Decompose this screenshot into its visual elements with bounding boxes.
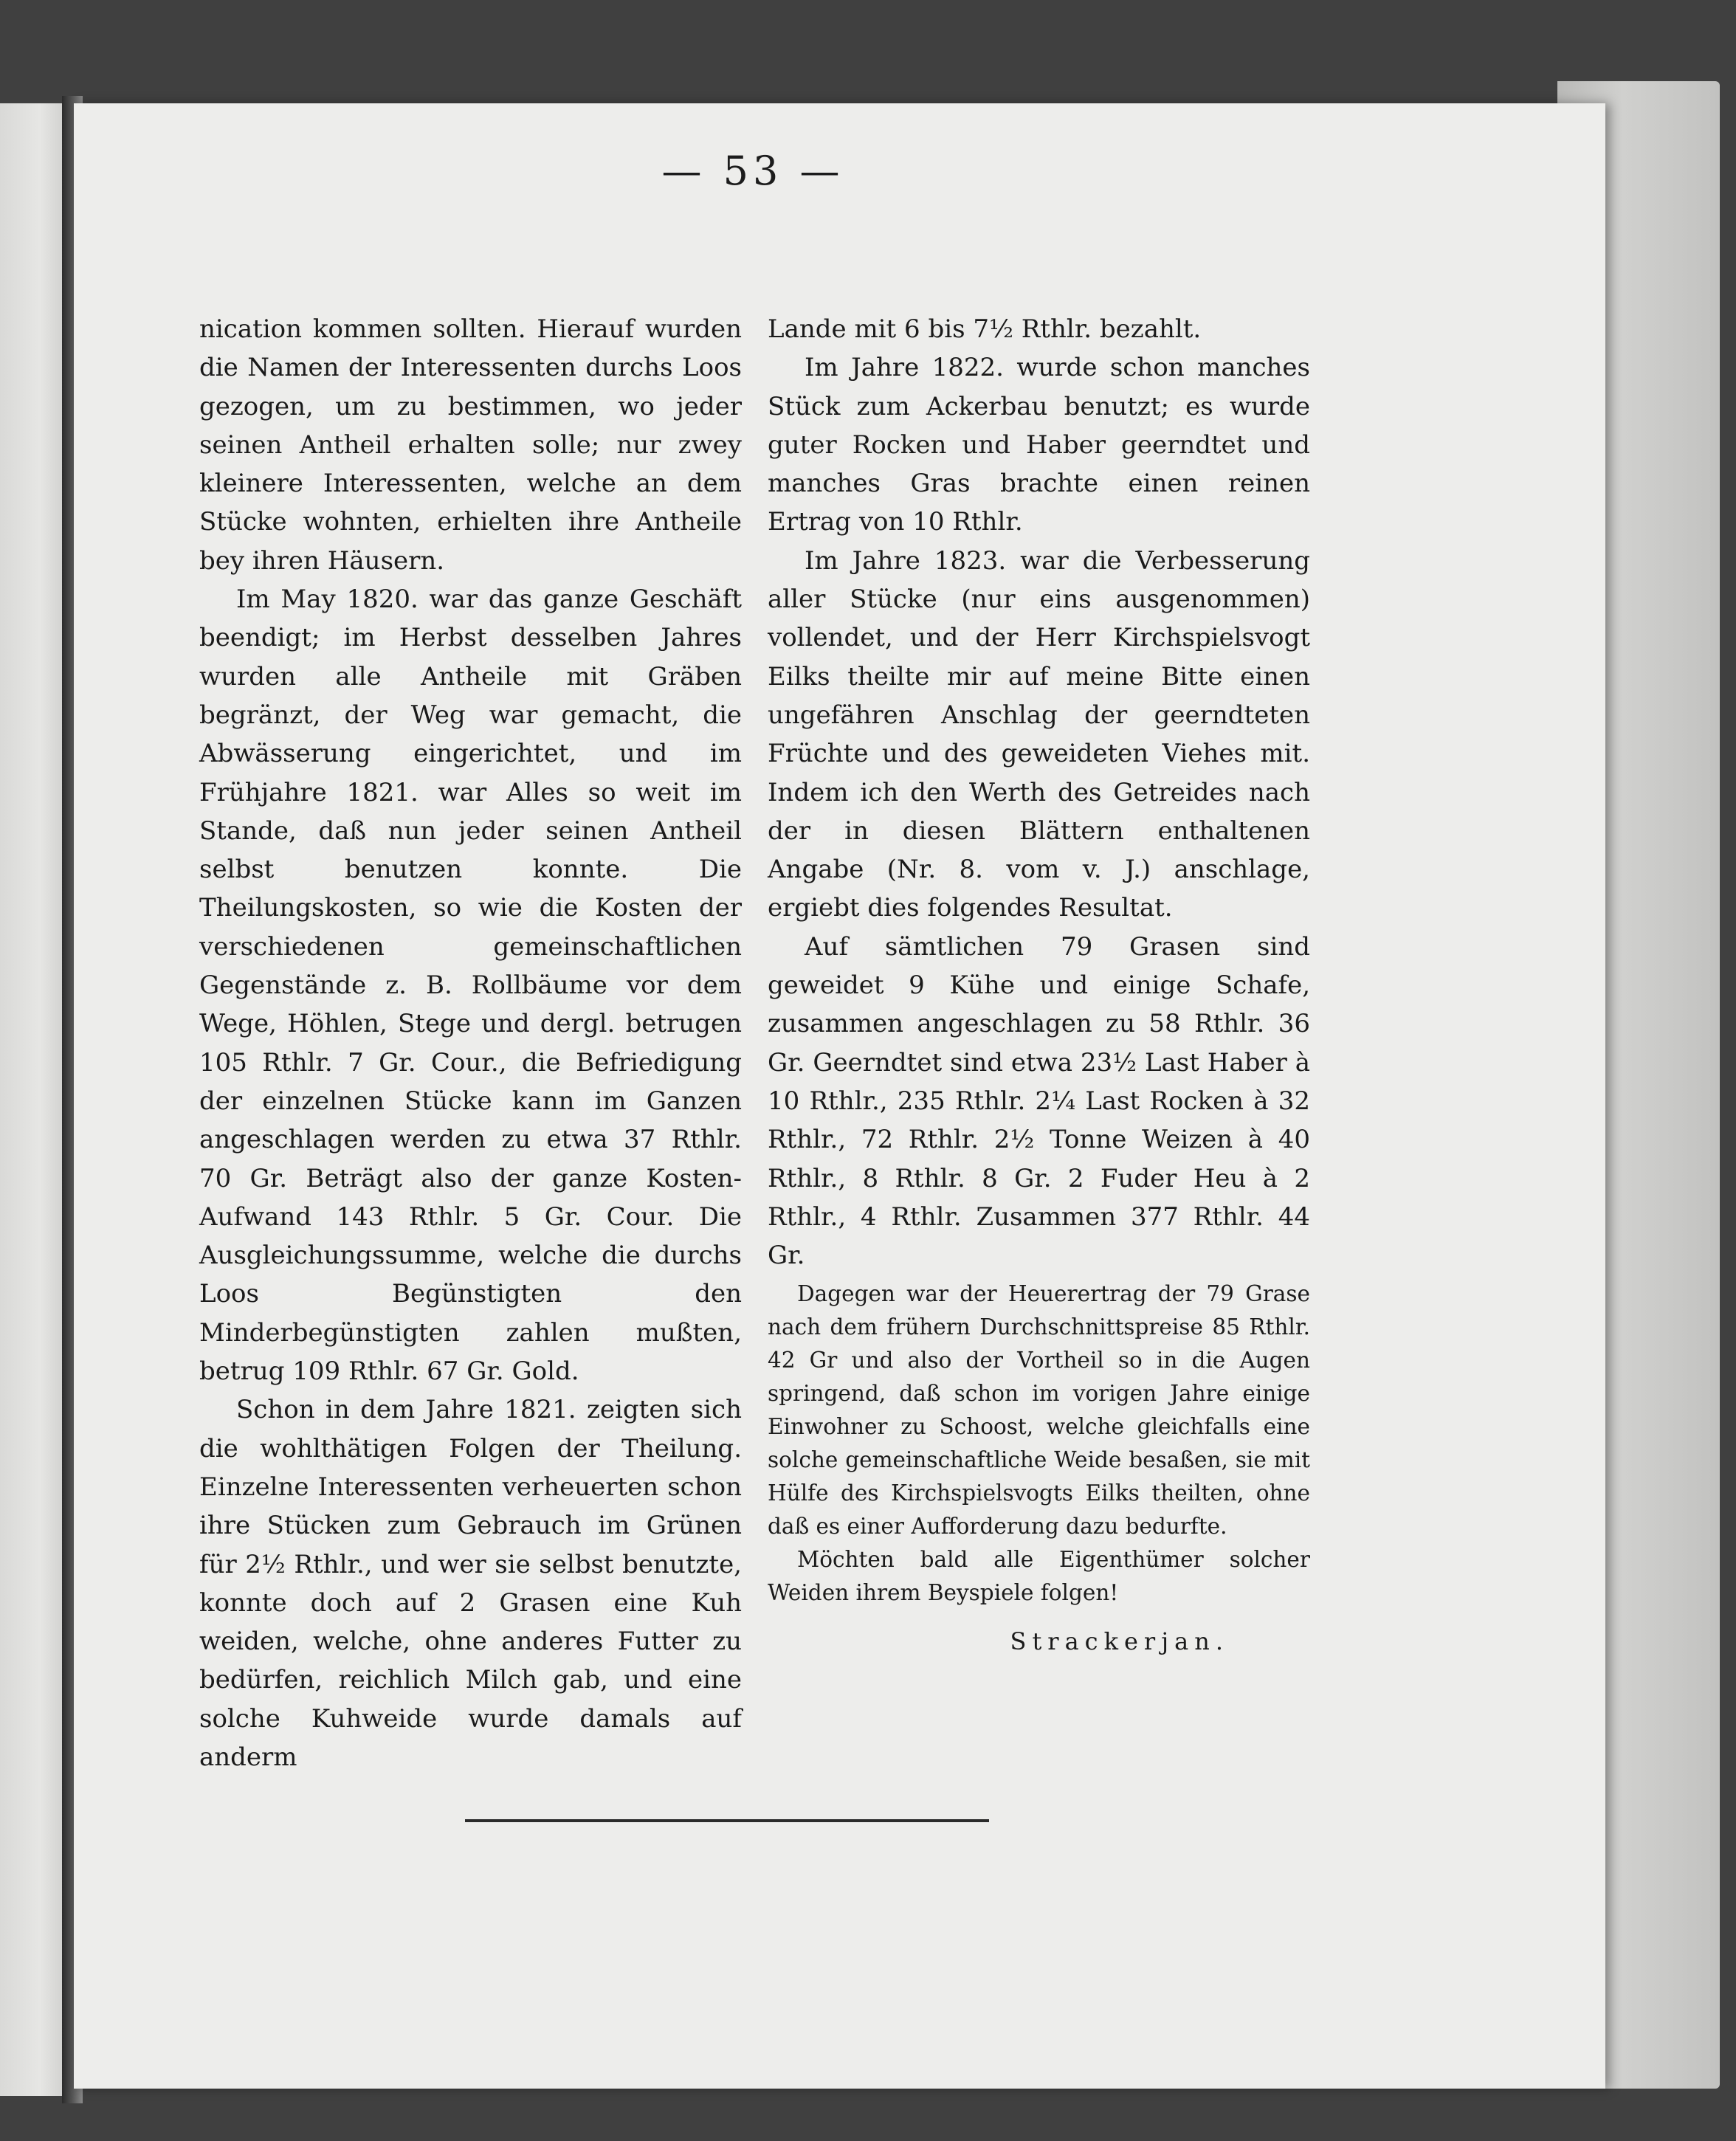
paragraph: Schon in dem Jahre 1821. zeigten sich die wohlthätigen Folgen der Theilung. Einzelne Interessenten verheuerten schon ihre Stücken zum Gebrauch im Grünen für 2½ Rthlr., und wer sie selbst benutzte, konnte doch auf 2 Grasen eine Kuh weiden, welche, ohne anderes Futter zu bedürfen, reichlich Milch gab, und eine solche Kuhweide wurde damals auf anderm: [199, 1395, 742, 1772]
left-text-column: [199, 310, 742, 1776]
small-print-paragraph: Dagegen war der Heuerertrag der 79 Grase nach dem frühern Durchschnittspreise 85 Rthlr. 42 Gr und also der Vortheil so in die Augen springend, daß schon im vorigen Jahre einige Einwohner zu Schoost, welche gleichfalls eine solche gemeinschaftliche Weide besaßen, sie mit Hülfe des Kirchspielsvogts Eilks theilten, ohne daß es einer Aufforderung dazu bedurfte.: [768, 1281, 1310, 1540]
paragraph: Lande mit 6 bis 7½ Rthlr. bezahlt.: [768, 314, 1202, 344]
paragraph: Auf sämtlichen 79 Grasen sind geweidet 9 Kühe und einige Schafe, zusammen angeschlagen zu 58 Rthlr. 36 Gr. Geerndtet sind etwa 23½ Last Haber à 10 Rthlr., 235 Rthlr. 2¼ Last Rocken à 32 Rthlr., 72 Rthlr. 2½ Tonne Weizen à 40 Rthlr., 8 Rthlr. 8 Gr. 2 Fuder Heu à 2 Rthlr., 4 Rthlr. Zusammen 377 Rthlr. 44 Gr.: [768, 931, 1310, 1271]
page-number: — 53 —: [661, 148, 844, 194]
small-print-paragraph: Möchten bald alle Eigenthümer solcher Weiden ihrem Beyspiele folgen!: [768, 1547, 1310, 1606]
paragraph: nication kommen sollten. Hierauf wurden die Namen der Interessenten durchs Loos gezogen, um zu bestimmen, wo jeder seinen Antheil erhalten solle; nur zwey kleinere Interessenten, welche an dem Stücke wohnten, erhielten ihre Antheile bey ihren Häusern.: [199, 314, 742, 576]
paragraph: Im May 1820. war das ganze Geschäft beendigt; im Herbst desselben Jahres wurden alle Antheile mit Gräben begränzt, der Weg war gemacht, die Abwässerung eingerichtet, und im Frühjahre 1821. war Alles so weit im Stande, daß nun jeder seinen Antheil selbst benutzen konnte. Die Theilungskosten, so wie die Kosten der verschiedenen gemeinschaftlichen Gegenstände z. B. Rollbäume vor dem Wege, Höhlen, Stege und dergl. betrugen 105 Rthlr. 7 Gr. Cour., die Befriedigung der einzelnen Stücke kann im Ganzen angeschlagen werden zu etwa 37 Rthlr. 70 Gr. Beträgt also der ganze Kosten-Aufwand 143 Rthlr. 5 Gr. Cour. Die Ausgleichungssumme, welche die durchs Loos Begünstigten den Minderbegünstigten zahlen mußten, betrug 109 Rthlr. 67 Gr. Gold.: [199, 585, 742, 1387]
paragraph: Im Jahre 1822. wurde schon manches Stück zum Ackerbau benutzt; es wurde guter Rocken und Haber geerndtet und manches Gras brachte einen reinen Ertrag von 10 Rthlr.: [768, 353, 1310, 537]
paragraph: Im Jahre 1823. war die Verbesserung aller Stücke (nur eins ausgenommen) vollendet, und der Herr Kirchspielsvogt Eilks theilte mir auf meine Bitte einen ungefähren Anschlag der geerndteten Früchte und des geweideten Viehes mit. Indem ich den Werth des Getreides nach der in diesen Blättern enthaltenen Angabe (Nr. 8. vom v. J.) anschlage, ergiebt dies folgendes Resultat.: [768, 545, 1310, 923]
previous-page-edge: [0, 103, 66, 2096]
author-signature: Strackerjan.: [1010, 1627, 1229, 1656]
right-text-column: [768, 310, 1310, 1655]
closing-rule: [465, 1819, 989, 1822]
